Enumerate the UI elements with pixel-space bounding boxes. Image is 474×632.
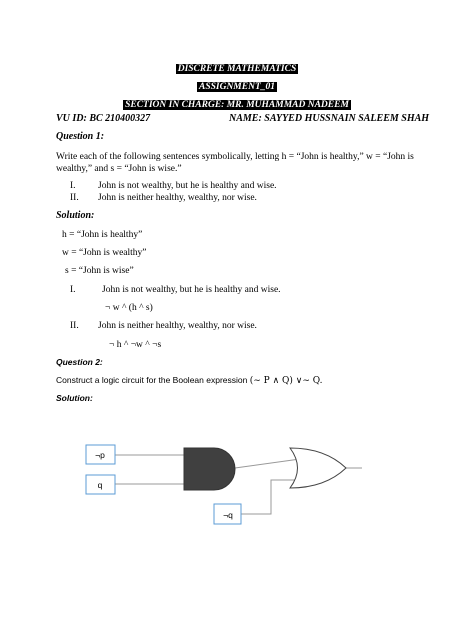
input-label-not-p: ¬p — [95, 450, 105, 460]
answer-2-expression: ¬ h ^ ¬w ^ ¬s — [109, 340, 162, 350]
question-1-prompt-line-2: wealthy,” and s = “John is wise.” — [56, 164, 182, 174]
input-label-not-q: ¬q — [223, 510, 233, 520]
definition-s: s = “John is wise” — [65, 266, 134, 276]
answer-text: John is neither healthy, wealthy, nor wise. — [98, 321, 257, 331]
boolean-expression: (∼ P ∧ Q) ∨∼ Q. — [249, 376, 323, 386]
section-title-text: SECTION IN CHARGE: MR. MUHAMMAD NADEEM — [125, 100, 349, 110]
assignment-title-text: ASSIGNMENT_01 — [198, 82, 276, 92]
wire-and-to-or — [235, 459, 300, 468]
wire-not-q-to-or — [241, 480, 298, 514]
vu-id: VU ID: BC 210400327 — [56, 113, 151, 124]
definition-h: h = “John is healthy” — [62, 230, 143, 240]
item-text: John is neither healthy, wealthy, nor wise. — [98, 193, 257, 203]
student-name: NAME: SAYYED HUSSNAIN SALEEM SHAH — [229, 113, 430, 124]
answer-number: I. — [70, 285, 76, 295]
course-title-text: DISCRETE MATHEMATICS — [177, 64, 297, 74]
or-gate — [290, 448, 346, 488]
item-text: John is not wealthy, but he is healthy and wise. — [98, 181, 277, 191]
definition-w: w = “John is wealthy” — [62, 248, 147, 258]
question-1-heading: Question 1: — [56, 131, 105, 142]
answer-number: II. — [70, 321, 79, 331]
solution-2-heading: Solution: — [56, 393, 93, 403]
question-2-prompt-text: Construct a logic circuit for the Boolean expression — [56, 375, 248, 385]
item-number: II. — [70, 193, 79, 203]
question-1-prompt-line-1: Write each of the following sentences symbolically, letting h = “John is healthy,” w = “John is — [56, 152, 414, 162]
and-gate — [184, 448, 235, 490]
question-2-heading: Question 2: — [56, 357, 103, 367]
solution-1-heading: Solution: — [56, 210, 95, 221]
item-number: I. — [70, 181, 76, 191]
answer-1-expression: ¬ w ^ (h ^ s) — [105, 303, 153, 313]
input-label-q: q — [97, 480, 103, 490]
answer-text: John is not wealthy, but he is healthy and wise. — [102, 285, 281, 295]
